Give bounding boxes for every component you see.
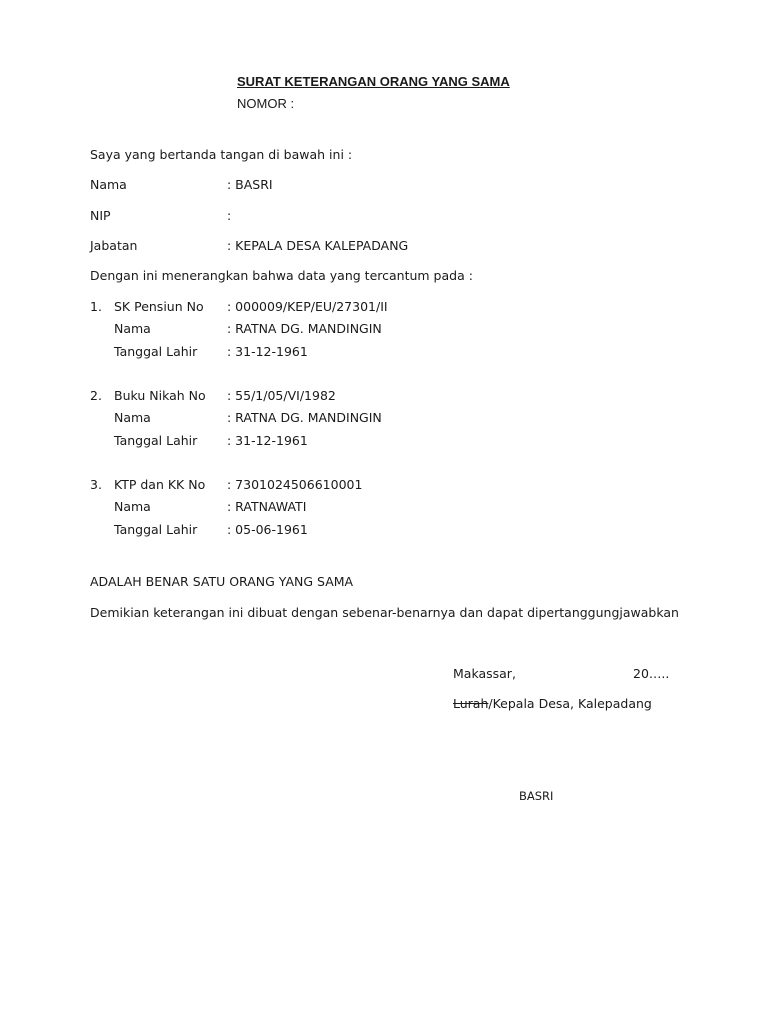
signature-name: BASRI: [519, 789, 554, 803]
record-birthdate-value: : 31-12-1961: [227, 433, 308, 448]
signature-title: [453, 698, 652, 711]
record-name-label: Nama: [114, 410, 151, 425]
record-document-value: : 7301024506610001: [227, 477, 363, 492]
record-birthdate-label: Tanggal Lahir: [114, 522, 198, 537]
signature-title-text: /Kepala Desa, Kalepadang: [488, 696, 652, 711]
closing-text: Demikian keterangan ini dibuat dengan sebenar-benarnya dan dapat dipertanggungjawabkan: [90, 605, 679, 620]
record-number: 3.: [90, 477, 102, 492]
conclusion-text: ADALAH BENAR SATU ORANG YANG SAMA: [90, 574, 354, 589]
record-name-label: Nama: [114, 321, 151, 336]
record-document-value: : 000009/KEP/EU/27301/II: [227, 299, 388, 314]
intro-text: Saya yang bertanda tangan di bawah ini :: [90, 147, 353, 162]
signer-nip-value: :: [227, 208, 232, 223]
record-name-value: : RATNA DG. MANDINGIN: [227, 410, 382, 425]
record-name-value: : RATNA DG. MANDINGIN: [227, 321, 382, 336]
signer-nip-label: NIP: [90, 208, 111, 223]
signer-position-value: : KEPALA DESA KALEPADANG: [227, 238, 409, 253]
document-title: SURAT KETERANGAN ORANG YANG SAMA: [237, 74, 510, 89]
record-document-label: Buku Nikah No: [114, 388, 206, 403]
record-name-value: : RATNAWATI: [227, 499, 307, 514]
record-document-label: KTP dan KK No: [114, 477, 206, 492]
record-number: 2.: [90, 388, 102, 403]
signature-date: 20…..: [633, 666, 670, 681]
struck-title-text: Lurah: [453, 696, 489, 711]
signer-name-value: : BASRI: [227, 177, 273, 192]
record-birthdate-value: : 31-12-1961: [227, 344, 308, 359]
record-birthdate-label: Tanggal Lahir: [114, 433, 198, 448]
record-birthdate-value: : 05-06-1961: [227, 522, 308, 537]
record-name-label: Nama: [114, 499, 151, 514]
signer-name-label: Nama: [90, 177, 127, 192]
record-document-label: SK Pensiun No: [114, 299, 204, 314]
record-document-value: : 55/1/05/VI/1982: [227, 388, 336, 403]
signer-position-label: Jabatan: [90, 238, 138, 253]
statement-text: Dengan ini menerangkan bahwa data yang tercantum pada :: [90, 268, 473, 283]
document-number-label: NOMOR :: [237, 96, 295, 111]
record-number: 1.: [90, 299, 102, 314]
record-birthdate-label: Tanggal Lahir: [114, 344, 198, 359]
signature-place: Makassar,: [453, 666, 516, 681]
